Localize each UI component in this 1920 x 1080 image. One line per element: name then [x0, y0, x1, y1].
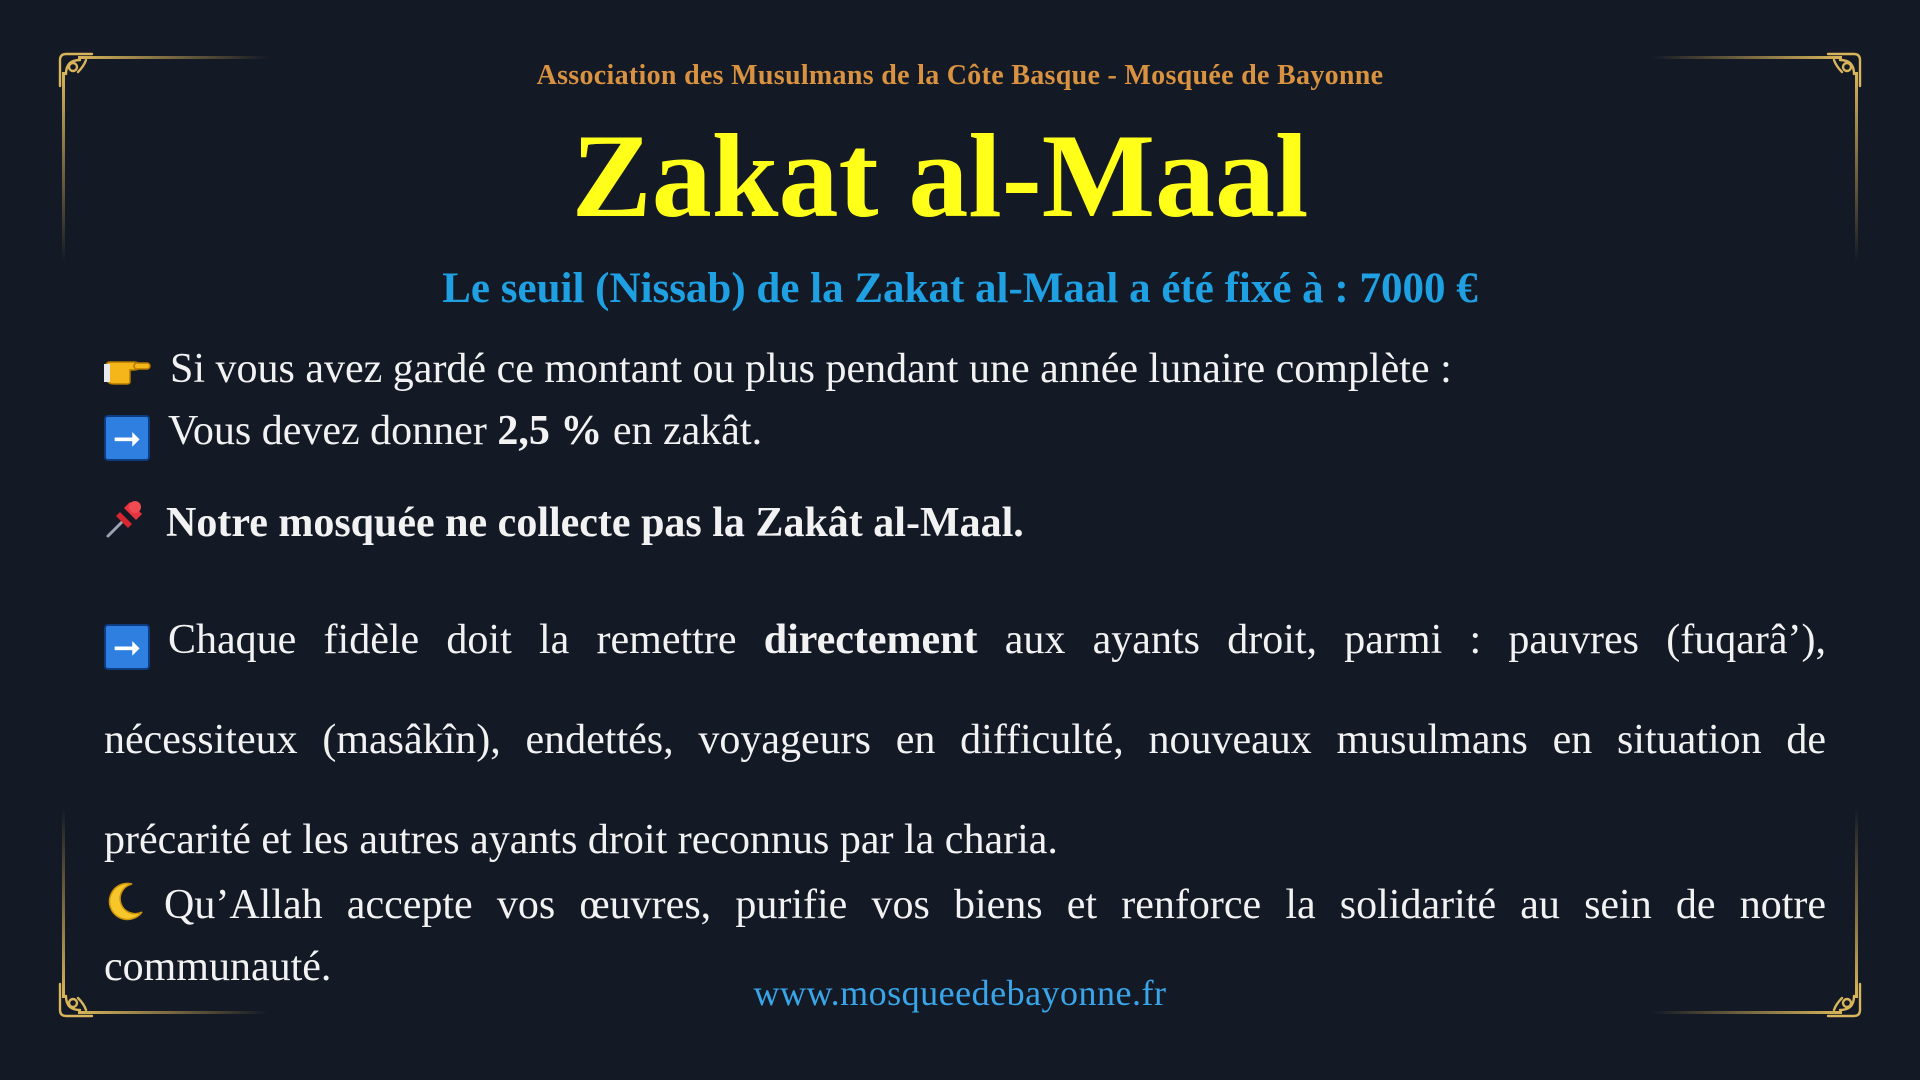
nissab-threshold: Le seuil (Nissab) de la Zakat al-Maal a été fixé à : 7000 € — [442, 265, 1478, 312]
paragraph-collection-notice — [104, 494, 1826, 556]
paragraph-line-2-start: Vous devez donner — [168, 408, 498, 454]
paragraph-threshold-rule — [104, 340, 1826, 461]
directement-emphasis: directement — [763, 617, 978, 663]
frame-line-top-left — [78, 56, 268, 59]
blessing-text: Qu’Allah accepte vos œuvres, purifie vos biens et renforce la solidarité au sein de notre communauté. — [104, 882, 1826, 990]
pointing-hand-icon — [104, 344, 152, 402]
beneficiaries-text-start: Chaque fidèle doit la remettre — [168, 617, 764, 663]
collection-notice-text: Notre mosquée ne collecte pas la Zakât al-Maal. — [166, 500, 1024, 546]
pushpin-icon — [104, 496, 148, 556]
page-title: Zakat al-Maal — [571, 109, 1309, 242]
right-arrow-icon: ➞ — [104, 624, 150, 670]
organization-name: Association des Musulmans de la Côte Basque - Mosquée de Bayonne — [536, 60, 1384, 91]
frame-line-left-bottom — [62, 808, 65, 998]
frame-line-top-right — [1652, 56, 1842, 59]
paragraph-line-2-end: en zakât. — [602, 408, 763, 454]
website-link[interactable]: www.mosqueedebayonne.fr — [753, 973, 1167, 1013]
paragraph-line-1: Si vous avez gardé ce montant ou plus pendant une année lunaire complète : — [170, 346, 1452, 392]
right-arrow-icon: ➞ — [104, 415, 150, 461]
beneficiaries-text-end: aux ayants droit, parmi : pauvres (fuqarâ’), nécessiteux (masâkîn), endettés, voyageurs en difficulté, nouveaux musulmans en situation de précarité et les autres ayants droit reconnus par la charia. — [104, 617, 1826, 863]
zakat-rate: 2,5 % — [497, 408, 603, 454]
frame-line-right-bottom — [1855, 808, 1858, 998]
paragraph-beneficiaries — [104, 590, 1826, 890]
crescent-moon-icon — [104, 880, 146, 938]
